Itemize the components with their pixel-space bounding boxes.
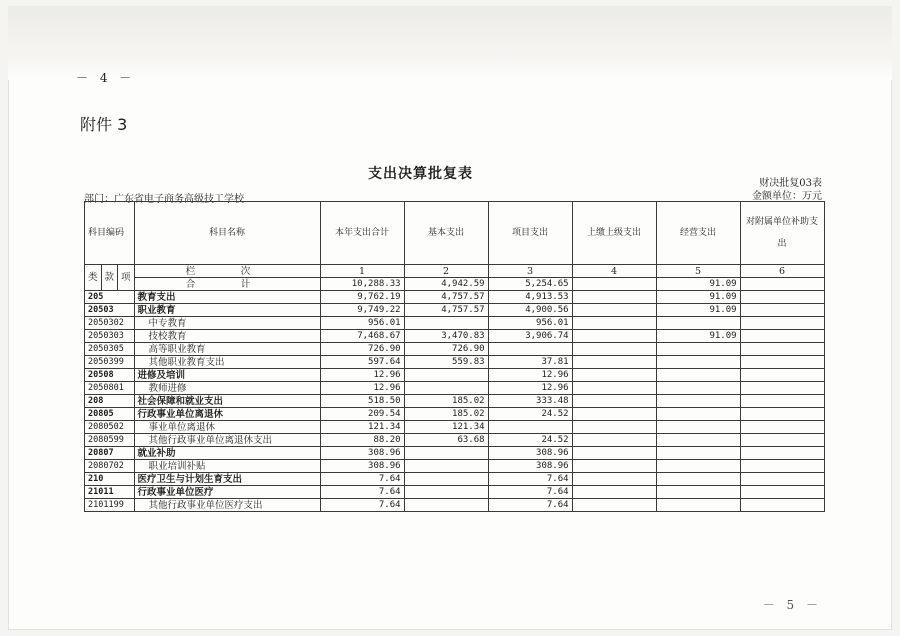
row-upper: [572, 408, 656, 421]
row-project: 7.64: [488, 473, 572, 486]
row-upper: [572, 304, 656, 317]
row-basic: [404, 382, 488, 395]
row-basic: [404, 473, 488, 486]
row-project: 4,900.56: [488, 304, 572, 317]
col-index-2: 2: [404, 265, 488, 278]
row-upper: [572, 343, 656, 356]
row-subsidy: [740, 473, 824, 486]
row-business: 91.09: [656, 330, 740, 343]
row-code: 2080702: [85, 460, 135, 473]
table-row: [85, 408, 825, 421]
row-code: 20805: [85, 408, 135, 421]
total-project: 5,254.65: [488, 278, 572, 291]
row-total: 308.96: [320, 447, 404, 460]
row-project: 308.96: [488, 447, 572, 460]
row-upper: [572, 395, 656, 408]
row-project: 24.52: [488, 408, 572, 421]
row-upper: [572, 369, 656, 382]
row-project: 7.64: [488, 499, 572, 512]
table-row: [85, 473, 825, 486]
col-index-3: 3: [488, 265, 572, 278]
table-row: [85, 460, 825, 473]
row-code: 2050302: [85, 317, 135, 330]
row-basic: 4,757.57: [404, 304, 488, 317]
row-subsidy: [740, 369, 824, 382]
table-row: [85, 330, 825, 343]
row-upper: [572, 421, 656, 434]
row-business: 91.09: [656, 291, 740, 304]
row-subsidy: [740, 447, 824, 460]
total-subsidy: [740, 278, 824, 291]
header-name: 科目名称: [134, 202, 320, 265]
header-lanci: 栏 次: [134, 265, 320, 278]
row-business: [656, 434, 740, 447]
department-label: 部门：广东省电子商务高级技工学校: [84, 194, 244, 205]
row-code: 20503: [85, 304, 135, 317]
total-row: [85, 278, 825, 291]
total-upper: [572, 278, 656, 291]
row-total: 12.96: [320, 382, 404, 395]
row-project: 12.96: [488, 369, 572, 382]
row-business: 91.09: [656, 304, 740, 317]
row-code: 2050303: [85, 330, 135, 343]
row-project: [488, 343, 572, 356]
row-name: 行政事业单位医疗: [134, 486, 320, 499]
page-number-bottom: － 5 －: [762, 598, 822, 612]
row-total: 726.90: [320, 343, 404, 356]
row-total: 7.64: [320, 499, 404, 512]
table-row: [85, 317, 825, 330]
row-name: 中专教育: [134, 317, 320, 330]
row-project: 308.96: [488, 460, 572, 473]
row-project: 24.52: [488, 434, 572, 447]
row-name: 技校教育: [134, 330, 320, 343]
row-upper: [572, 356, 656, 369]
header-business: 经营支出: [656, 202, 740, 265]
table-row: [85, 486, 825, 499]
row-upper: [572, 317, 656, 330]
row-project: 333.48: [488, 395, 572, 408]
table-row: [85, 382, 825, 395]
row-subsidy: [740, 408, 824, 421]
row-business: [656, 356, 740, 369]
row-business: [656, 447, 740, 460]
row-name: 其他职业教育支出: [134, 356, 320, 369]
row-business: [656, 317, 740, 330]
header-kuan: 款: [101, 265, 118, 291]
row-basic: [404, 369, 488, 382]
row-upper: [572, 486, 656, 499]
header-subsidy: 对附属单位补助支出: [740, 202, 824, 265]
row-total: 9,749.22: [320, 304, 404, 317]
row-basic: [404, 460, 488, 473]
row-name: 教师进修: [134, 382, 320, 395]
col-index-1: 1: [320, 265, 404, 278]
row-code: 2080599: [85, 434, 135, 447]
row-basic: [404, 317, 488, 330]
row-name: 其他行政事业单位离退休支出: [134, 434, 320, 447]
row-subsidy: [740, 291, 824, 304]
row-code: 2050801: [85, 382, 135, 395]
row-basic: [404, 486, 488, 499]
row-project: 7.64: [488, 486, 572, 499]
row-business: [656, 395, 740, 408]
row-upper: [572, 473, 656, 486]
row-total: 597.64: [320, 356, 404, 369]
row-business: [656, 408, 740, 421]
row-basic: 726.90: [404, 343, 488, 356]
row-business: [656, 499, 740, 512]
header-upper: 上缴上级支出: [572, 202, 656, 265]
row-subsidy: [740, 421, 824, 434]
attachment-label: 附件 3: [80, 115, 128, 134]
row-upper: [572, 434, 656, 447]
row-business: [656, 460, 740, 473]
row-code: 21011: [85, 486, 135, 499]
row-name: 医疗卫生与计划生育支出: [134, 473, 320, 486]
row-name: 就业补助: [134, 447, 320, 460]
row-code: 208: [85, 395, 135, 408]
row-total: 518.50: [320, 395, 404, 408]
row-project: 956.01: [488, 317, 572, 330]
row-business: [656, 369, 740, 382]
total-business: 91.09: [656, 278, 740, 291]
row-basic: [404, 499, 488, 512]
row-name: 职业教育: [134, 304, 320, 317]
row-total: 7.64: [320, 486, 404, 499]
row-code: 2080502: [85, 421, 135, 434]
row-subsidy: [740, 343, 824, 356]
header-project: 项目支出: [488, 202, 572, 265]
expenditure-table: [84, 201, 825, 512]
row-project: 4,913.53: [488, 291, 572, 304]
row-subsidy: [740, 382, 824, 395]
row-basic: 185.02: [404, 408, 488, 421]
row-basic: 559.83: [404, 356, 488, 369]
table-row: [85, 421, 825, 434]
header-basic: 基本支出: [404, 202, 488, 265]
table-row: [85, 304, 825, 317]
header-xiang: 项: [118, 265, 135, 291]
form-code: 财决批复03表: [759, 178, 822, 189]
row-name: 行政事业单位离退休: [134, 408, 320, 421]
page-title: 支出决算批复表: [368, 166, 473, 182]
row-name: 其他行政事业单位医疗支出: [134, 499, 320, 512]
row-upper: [572, 291, 656, 304]
row-subsidy: [740, 395, 824, 408]
row-name: 进修及培训: [134, 369, 320, 382]
row-business: [656, 486, 740, 499]
table-row: [85, 356, 825, 369]
row-project: 3,906.74: [488, 330, 572, 343]
row-code: 20807: [85, 447, 135, 460]
row-total: 12.96: [320, 369, 404, 382]
total-basic: 4,942.59: [404, 278, 488, 291]
row-project: 12.96: [488, 382, 572, 395]
col-index-6: 6: [740, 265, 824, 278]
row-code: 205: [85, 291, 135, 304]
table-row: [85, 369, 825, 382]
row-code: 2050399: [85, 356, 135, 369]
row-name: 职业培训补贴: [134, 460, 320, 473]
table-row: [85, 447, 825, 460]
header-total: 本年支出合计: [320, 202, 404, 265]
row-subsidy: [740, 304, 824, 317]
row-business: [656, 343, 740, 356]
total-label: 合 计: [134, 278, 320, 291]
table-row: [85, 291, 825, 304]
row-basic: 63.68: [404, 434, 488, 447]
row-total: 7.64: [320, 473, 404, 486]
row-upper: [572, 382, 656, 395]
row-basic: [404, 447, 488, 460]
row-business: [656, 421, 740, 434]
row-total: 308.96: [320, 460, 404, 473]
document-page: [8, 6, 892, 630]
col-index-5: 5: [656, 265, 740, 278]
row-name: 高等职业教育: [134, 343, 320, 356]
row-name: 教育支出: [134, 291, 320, 304]
header-code: 科目编码: [85, 202, 135, 265]
row-subsidy: [740, 330, 824, 343]
row-upper: [572, 447, 656, 460]
scan-shadow: [8, 6, 892, 80]
row-code: 2050305: [85, 343, 135, 356]
row-subsidy: [740, 317, 824, 330]
row-upper: [572, 460, 656, 473]
row-basic: 121.34: [404, 421, 488, 434]
row-code: 210: [85, 473, 135, 486]
header-lei: 类: [85, 265, 102, 291]
row-subsidy: [740, 499, 824, 512]
row-name: 事业单位离退休: [134, 421, 320, 434]
row-basic: 3,470.83: [404, 330, 488, 343]
table-row: [85, 434, 825, 447]
row-code: 2101199: [85, 499, 135, 512]
row-total: 9,762.19: [320, 291, 404, 304]
row-total: 956.01: [320, 317, 404, 330]
page-number-top: － 4 －: [76, 71, 136, 85]
row-name: 社会保障和就业支出: [134, 395, 320, 408]
row-basic: 4,757.57: [404, 291, 488, 304]
row-total: 121.34: [320, 421, 404, 434]
row-total: 88.20: [320, 434, 404, 447]
amount-unit: 金额单位：万元: [752, 191, 822, 202]
table-row: [85, 395, 825, 408]
row-code: 20508: [85, 369, 135, 382]
row-upper: [572, 330, 656, 343]
table-row: [85, 499, 825, 512]
row-subsidy: [740, 460, 824, 473]
row-basic: 185.02: [404, 395, 488, 408]
row-subsidy: [740, 486, 824, 499]
row-total: 209.54: [320, 408, 404, 421]
table-row: [85, 343, 825, 356]
row-upper: [572, 499, 656, 512]
row-business: [656, 382, 740, 395]
total-total: 10,288.33: [320, 278, 404, 291]
col-index-4: 4: [572, 265, 656, 278]
row-subsidy: [740, 356, 824, 369]
row-project: [488, 421, 572, 434]
row-project: 37.81: [488, 356, 572, 369]
row-business: [656, 473, 740, 486]
row-total: 7,468.67: [320, 330, 404, 343]
row-subsidy: [740, 434, 824, 447]
